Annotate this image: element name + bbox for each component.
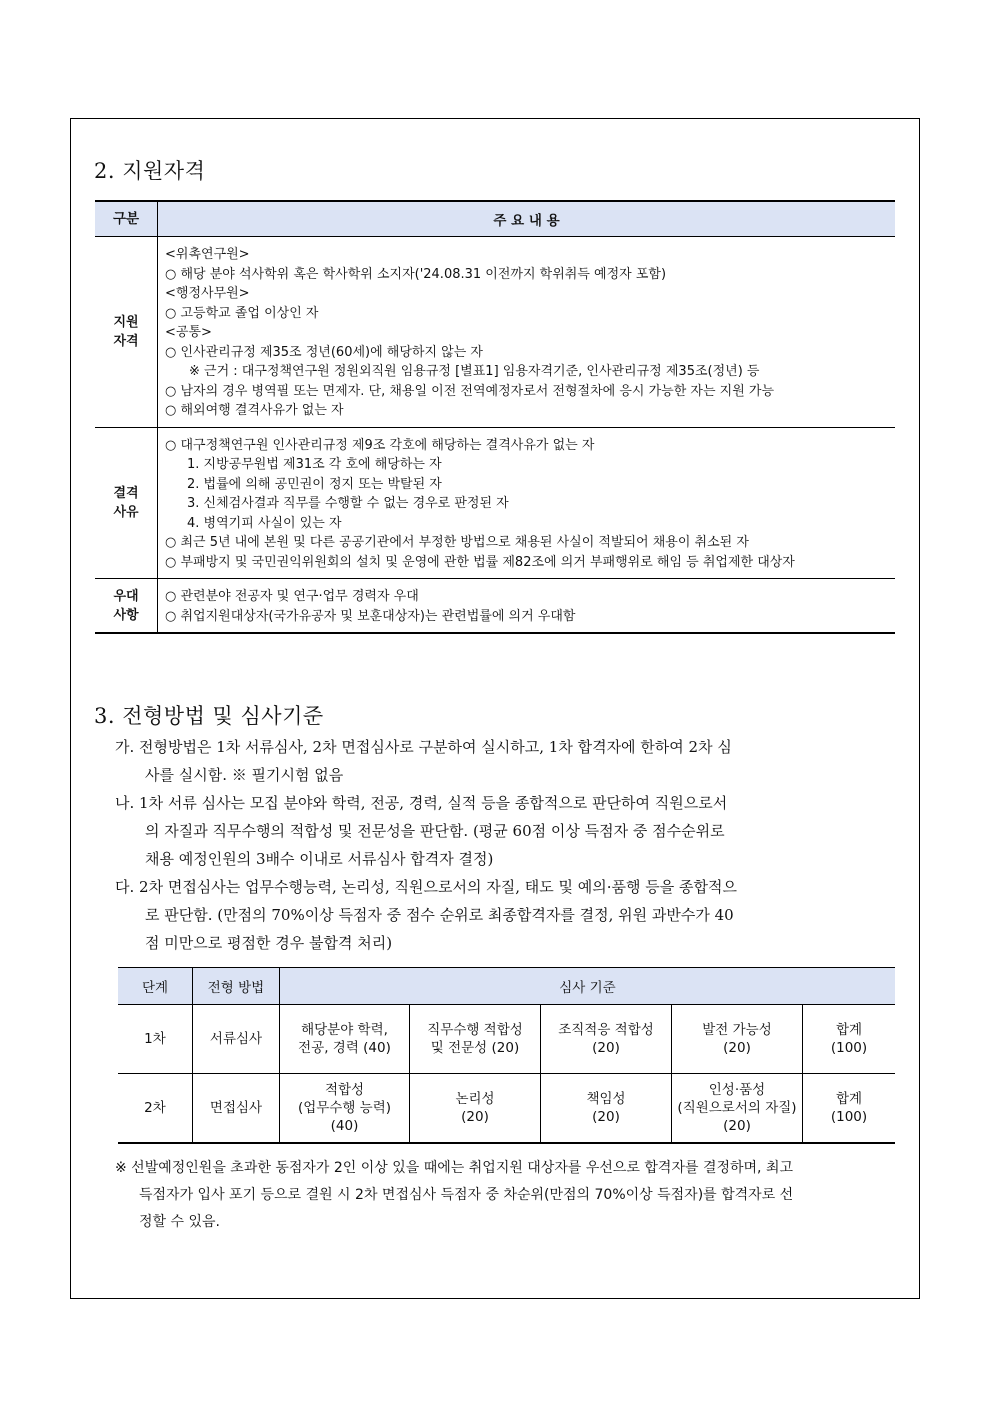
stage-cell: 1차: [118, 1005, 193, 1074]
criteria-cell: 합계 (100): [803, 1074, 896, 1144]
footnote-line: 정할 수 있음.: [139, 1214, 220, 1230]
category-label: 결격 사유: [113, 485, 139, 520]
footnote: [115, 1155, 897, 1236]
paragraph-da: [115, 873, 895, 957]
content-line: 3. 신체검사결과 직무를 수행할 수 없는 경우로 판정된 자: [187, 496, 509, 511]
content-line: 1. 지방공무원법 제31조 각 호에 해당하는 자: [187, 457, 442, 472]
qualification-table: [95, 200, 895, 634]
content-line: 4. 병역기피 사실이 있는 자: [187, 515, 342, 531]
row-content: [158, 427, 896, 579]
criteria-cell: 해당분야 학력, 전공, 경력 (40): [280, 1005, 410, 1074]
section2-title: 2. 지원자격: [94, 159, 206, 183]
content-line: 2. 법률에 의해 공민권이 정지 또는 박탈된 자: [187, 476, 442, 492]
content-line: ○ 취업지원대상자(국가유공자 및 보훈대상자)는 관련법률에 의거 우대함: [165, 608, 576, 624]
paragraph-na: [115, 789, 895, 873]
qualification-row: [95, 579, 895, 634]
qualification-table-header: [95, 201, 895, 237]
header-stage: 단계: [118, 968, 193, 1005]
paragraph-line: 로 판단함. (만점의 70%이상 득점자 중 점수 순위로 최종합격자를 결정, 위원 과반수가 40: [145, 906, 734, 924]
stage-cell: 2차: [118, 1074, 193, 1144]
paragraph-line: 점 미만으로 평점한 경우 불합격 처리): [145, 934, 393, 952]
content-line: ○ 최근 5년 내에 본원 및 다른 공공기관에서 부정한 방법으로 채용된 사실이 적발되어 채용이 취소된 자: [165, 535, 749, 550]
content-line: ○ 부패방지 및 국민권익위원회의 설치 및 운영에 관한 법률 제82조에 의거 부패행위로 해임 등 취업제한 대상자: [165, 554, 795, 570]
criteria-cell: 직무수행 적합성 및 전문성 (20): [410, 1005, 541, 1074]
row-category: [95, 237, 158, 428]
header-content: 주 요 내 용: [158, 201, 896, 237]
qualification-row: [95, 427, 895, 579]
header-method: 전형 방법: [193, 968, 280, 1005]
section3-title: 3. 전형방법 및 심사기준: [94, 704, 324, 728]
method-cell: 면접심사: [193, 1074, 280, 1144]
category-label: 지원 자격: [113, 314, 139, 349]
paragraph-line: 사를 실시함. ※ 필기시험 없음: [145, 766, 344, 784]
criteria-row: [118, 1074, 895, 1144]
content-line: ○ 해당 분야 석사학위 혹은 학사학위 소지자('24.08.31 이전까지 학위취득 예정자 포함): [165, 266, 667, 282]
header-category: 구분: [95, 201, 158, 237]
row-category: [95, 427, 158, 579]
footnote-line: 득점자가 입사 포기 등으로 결원 시 2차 면접심사 득점자 중 차순위(만점의 70%이상 득점자)를 합격자로 선: [139, 1187, 794, 1203]
paragraph-line: 의 자질과 직무수행의 적합성 및 전문성을 판단함. (평균 60점 이상 득점자 중 점수순위로: [145, 822, 725, 840]
category-label: 우대 사항: [113, 588, 139, 623]
criteria-cell: 적합성 (업무수행 능력) (40): [280, 1074, 410, 1144]
content-line: ○ 고등학교 졸업 이상인 자: [165, 305, 319, 321]
criteria-table: [118, 967, 895, 1144]
header-criteria: 심사 기준: [280, 968, 896, 1005]
row-content: [158, 237, 896, 428]
criteria-cell: 논리성 (20): [410, 1074, 541, 1144]
method-cell: 서류심사: [193, 1005, 280, 1074]
row-category: [95, 579, 158, 634]
criteria-cell: 발전 가능성 (20): [672, 1005, 803, 1074]
content-line: ○ 해외여행 결격사유가 없는 자: [165, 403, 344, 418]
qualification-row: [95, 237, 895, 428]
content-line: <공통>: [165, 325, 212, 340]
criteria-table-header: [118, 968, 895, 1005]
paragraph-line: 채용 예정인원의 3배수 이내로 서류심사 합격자 결정): [145, 850, 494, 868]
paragraph-line: 다. 2차 면접심사는 업무수행능력, 논리성, 직원으로서의 자질, 태도 및 예의·품행 등을 종합적으: [115, 878, 737, 896]
content-line: ○ 남자의 경우 병역필 또는 면제자. 단, 채용일 이전 전역예정자로서 전형절차에 응시 가능한 자는 지원 가능: [165, 383, 775, 399]
content-line: ※ 근거 : 대구정책연구원 정원외직원 임용규정 [별표1] 임용자격기준, 인사관리규정 제35조(정년) 등: [189, 364, 760, 379]
criteria-cell: 인성·품성 (직원으로서의 자질) (20): [672, 1074, 803, 1144]
criteria-cell: 조직적응 적합성 (20): [541, 1005, 672, 1074]
criteria-cell: 합계 (100): [803, 1005, 896, 1074]
footnote-line: ※ 선발예정인원을 초과한 동점자가 2인 이상 있을 때에는 취업지원 대상자를 우선으로 합격자를 결정하며, 최고: [115, 1160, 793, 1176]
paragraph-ga: [115, 733, 895, 789]
row-content: [158, 579, 896, 634]
paragraph-line: 가. 전형방법은 1차 서류심사, 2차 면접심사로 구분하여 실시하고, 1차 합격자에 한하여 2차 심: [115, 738, 732, 756]
content-line: ○ 대구정책연구원 인사관리규정 제9조 각호에 해당하는 결격사유가 없는 자: [165, 437, 595, 453]
content-line: <위촉연구원>: [165, 247, 250, 262]
criteria-row: [118, 1005, 895, 1074]
criteria-cell: 책임성 (20): [541, 1074, 672, 1144]
content-line: ○ 인사관리규정 제35조 정년(60세)에 해당하지 않는 자: [165, 344, 483, 360]
content-line: <행정사무원>: [165, 286, 250, 301]
content-line: ○ 관련분야 전공자 및 연구·업무 경력자 우대: [165, 589, 419, 604]
paragraph-line: 나. 1차 서류 심사는 모집 분야와 학력, 전공, 경력, 실적 등을 종합적으로 판단하여 직원으로서: [115, 794, 728, 812]
